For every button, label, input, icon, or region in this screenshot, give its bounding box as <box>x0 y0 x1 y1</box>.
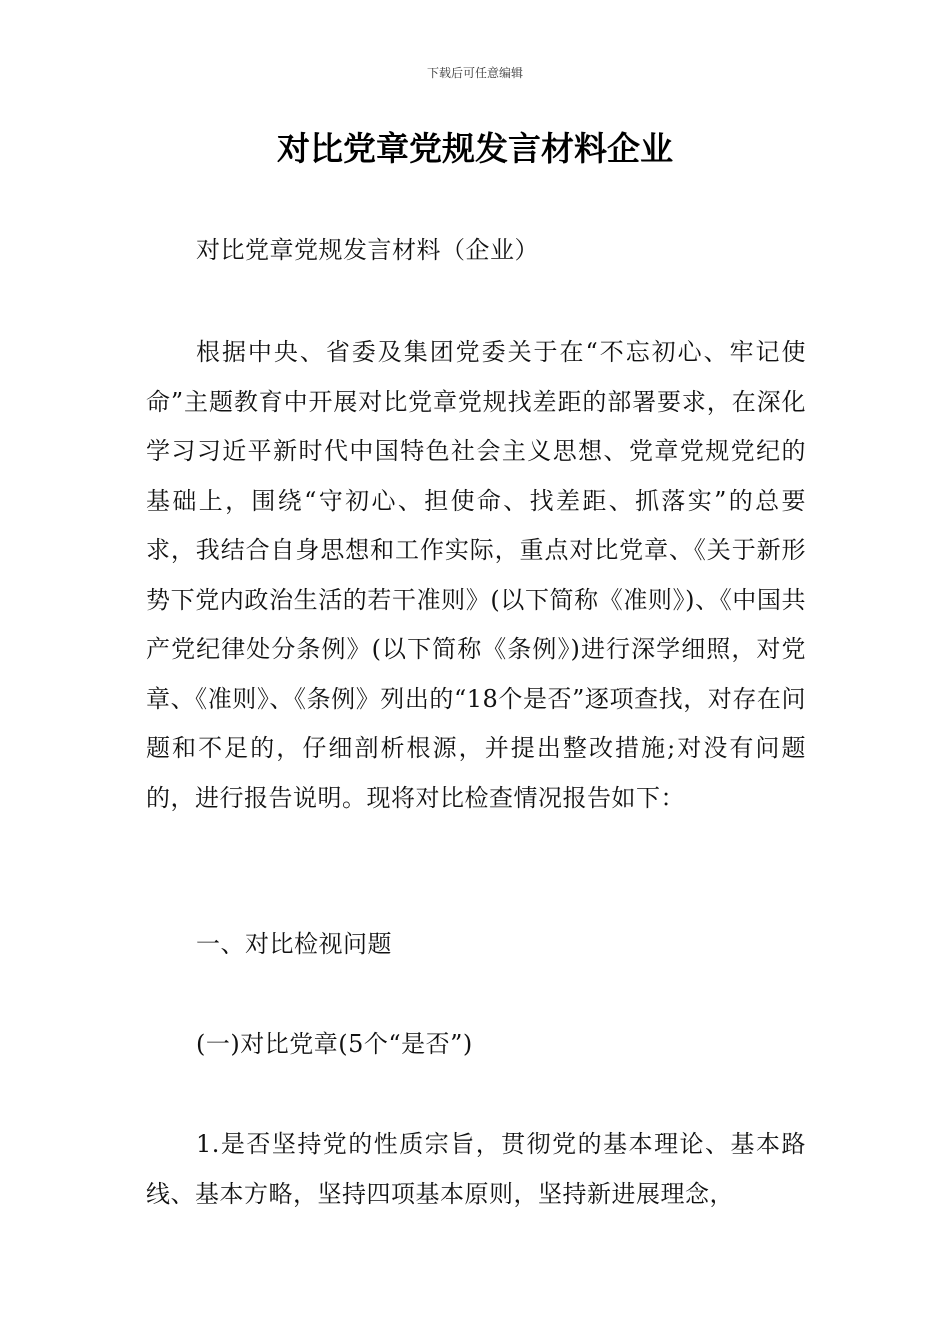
intro-paragraph: 根据中央、省委及集团党委关于在“不忘初心、牢记使命”主题教育中开展对比党章党规找差距的部署要求，在深化学习习近平新时代中国特色社会主义思想、党章党规党纪的基础上，围绕“守初心、担使命、找差距、抓落实”的总要求，我结合自身思想和工作实际，重点对比党章、《关于新形势下党内政治生活的若干准则》(以下简称《准则》)、《中国共产党纪律处分条例》(以下简称《条例》)进行深学细照，对党章、《准则》、《条例》列出的“18个是否”逐项查找，对存在问题和不足的，仔细剖析根源，并提出整改措施;对没有问题的，进行报告说明。现将对比检查情况报告如下： <box>146 338 806 812</box>
subtitle-paragraph: 对比党章党规发言材料（企业） <box>196 236 539 264</box>
document-title: 对比党章党规发言材料企业 <box>277 129 673 168</box>
header-note: 下载后可任意编辑 <box>426 66 523 80</box>
subsection-heading: (一)对比党章(5个“是否”) <box>196 1030 473 1058</box>
section-heading: 一、对比检视问题 <box>196 930 392 958</box>
list-item-paragraph: 1.是否坚持党的性质宗旨，贯彻党的基本理论、基本路线、基本方略，坚持四项基本原则，坚持新进展理念， <box>146 1130 806 1208</box>
